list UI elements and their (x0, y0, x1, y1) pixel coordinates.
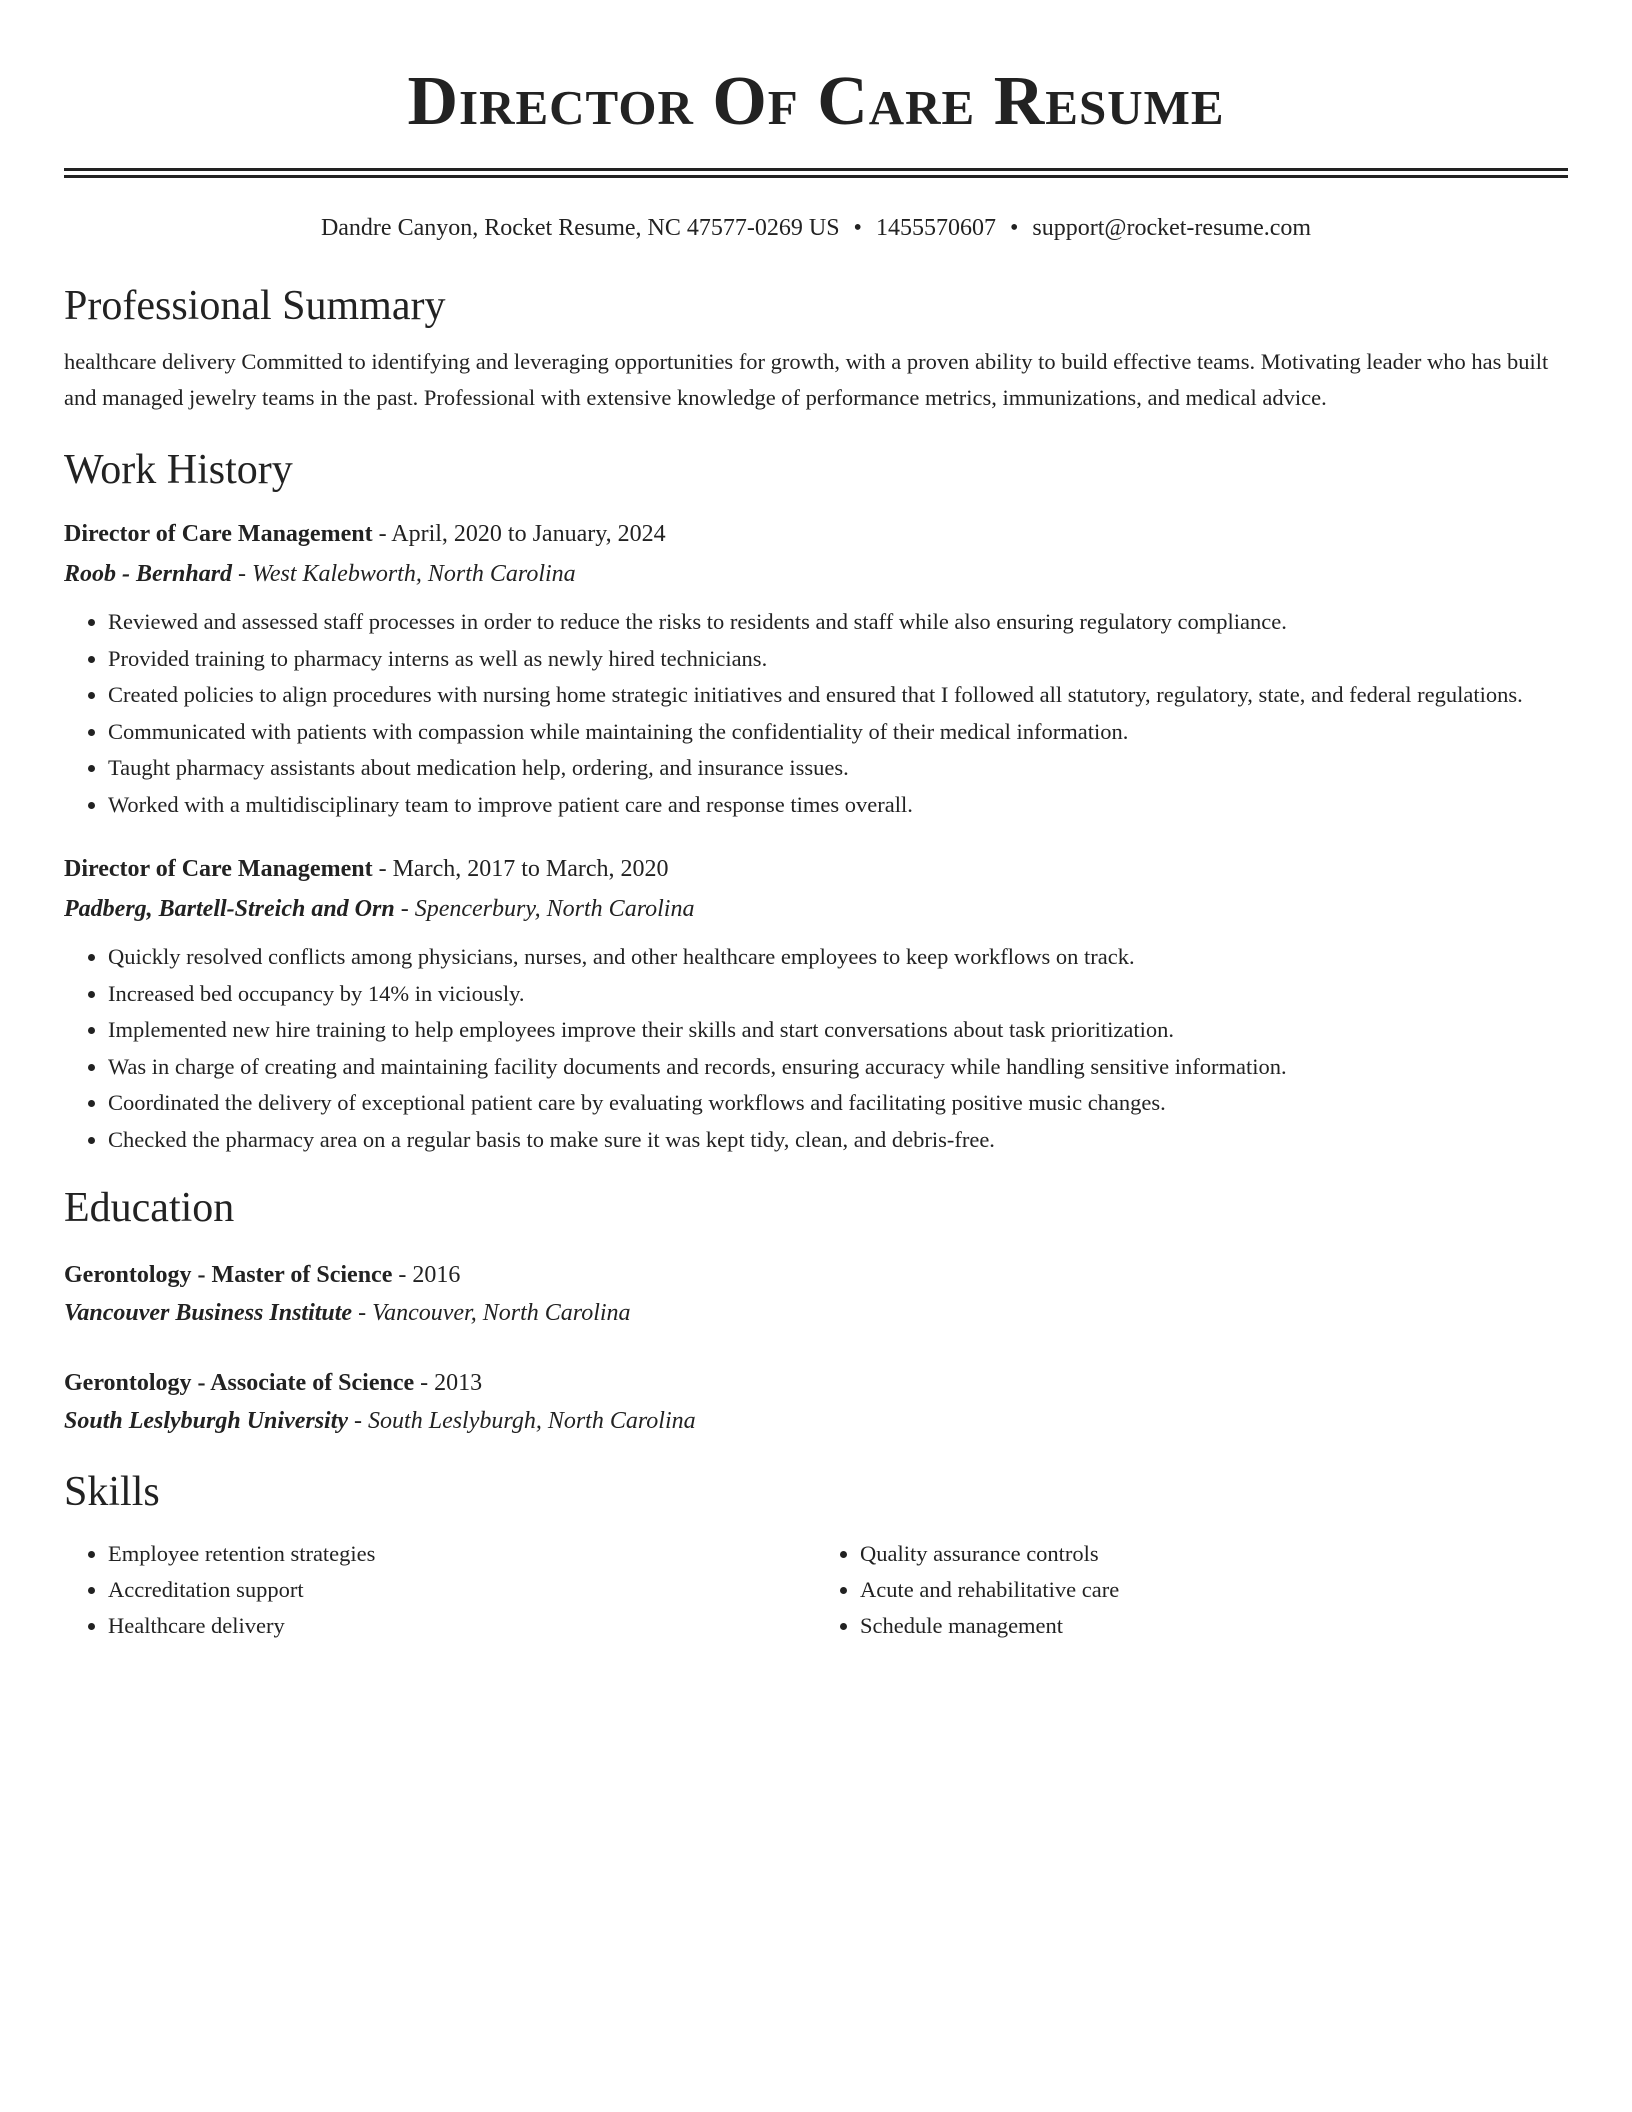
job-bullet: • Quickly resolved conflicts among physicians, nurses, and other healthcare employees to keep workflows on track. (108, 939, 1568, 976)
job-location: Spencerbury, North Carolina (414, 896, 695, 922)
job-bullet: • Was in charge of creating and maintaining facility documents and records, ensuring accuracy while handling sensitive information. (108, 1049, 1568, 1086)
job-bullet: • Provided training to pharmacy interns as well as newly hired technicians. (108, 641, 1568, 678)
contact-separator: • (1009, 215, 1019, 241)
job-location: West Kalebworth, North Carolina (252, 561, 576, 587)
job-role: Director of Care Management (64, 521, 373, 547)
skill-item: • Employee retention strategies (108, 1536, 816, 1572)
job-bullet: • Reviewed and assessed staff processes in order to reduce the risks to residents and staff while also ensuring regulatory compliance. (108, 604, 1568, 641)
education-school-line (64, 1402, 1568, 1440)
skills-column-right (816, 1536, 1568, 1644)
education-location: Vancouver, North Carolina (372, 1300, 631, 1326)
job-entry (64, 514, 1568, 823)
job-company-line (64, 554, 1568, 594)
education-degree: Gerontology - Associate of Science (64, 1370, 415, 1396)
education-header (64, 1256, 1568, 1294)
skills-heading: Skills (64, 1469, 160, 1515)
job-dash: - (232, 561, 253, 587)
job-company: Roob - Bernhard (64, 561, 233, 587)
education-dash: - (392, 1262, 413, 1288)
title-double-rule (64, 168, 1568, 178)
job-bullet: • Worked with a multidisciplinary team to improve patient care and response times overall. (108, 787, 1568, 824)
job-bullet: • Implemented new hire training to help employees improve their skills and start conversations about task prioritization. (108, 1012, 1568, 1049)
job-dash: - (372, 856, 393, 882)
job-bullet: • Increased bed occupancy by 14% in viciously. (108, 976, 1568, 1013)
job-bullet: • Checked the pharmacy area on a regular basis to make sure it was kept tidy, clean, and debris-free. (108, 1122, 1568, 1159)
job-dates: March, 2017 to March, 2020 (392, 856, 669, 882)
education-school: Vancouver Business Institute (64, 1300, 353, 1326)
job-company-line (64, 889, 1568, 929)
job-dash: - (372, 521, 392, 547)
job-bullets (64, 604, 1568, 823)
contact-separator: • (853, 215, 862, 241)
education-year: 2013 (434, 1370, 483, 1396)
job-role: Director of Care Management (64, 856, 373, 882)
summary-text: healthcare delivery Committed to identifying and leveraging opportunities for growth, with a proven ability to build effective teams. Motivating leader who has built and managed jewelry teams in the past. Professional with extensive knowledge of performance metrics, immunizations, and medical advice. (64, 349, 1549, 410)
job-dates: April, 2020 to January, 2024 (391, 521, 666, 547)
contact-address: Dandre Canyon, Rocket Resume, NC 47577-0269 US (320, 215, 840, 241)
skills-grid (64, 1536, 1568, 1644)
education-school: South Leslyburgh University (64, 1408, 349, 1434)
job-bullet: • Created policies to align procedures with nursing home strategic initiatives and ensured that I followed all statutory, regulatory, state, and federal regulations. (108, 677, 1568, 714)
job-dash: - (394, 896, 415, 922)
resume-title: Director Of Care Resume (407, 63, 1225, 140)
education-location: South Leslyburgh, North Carolina (368, 1408, 696, 1434)
education-entry (64, 1364, 1568, 1440)
job-bullet: • Taught pharmacy assistants about medication help, ordering, and insurance issues. (108, 750, 1568, 787)
education-heading: Education (64, 1185, 235, 1231)
education-degree: Gerontology - Master of Science (64, 1262, 393, 1288)
job-bullet: • Coordinated the delivery of exceptional patient care by evaluating workflows and facilitating positive music changes. (108, 1085, 1568, 1122)
work-history-heading: Work History (64, 447, 293, 493)
education-dash: - (414, 1370, 435, 1396)
education-header (64, 1364, 1568, 1402)
education-school-line (64, 1294, 1568, 1332)
skill-item: • Quality assurance controls (860, 1536, 1568, 1572)
contact-line (64, 212, 1568, 244)
skill-item: • Healthcare delivery (108, 1608, 816, 1644)
contact-email: support@rocket-resume.com (1032, 215, 1312, 241)
skill-item: • Acute and rehabilitative care (860, 1572, 1568, 1608)
job-bullet: • Communicated with patients with compassion while maintaining the confidentiality of their medical information. (108, 714, 1568, 751)
contact-phone: 1455570607 (875, 215, 996, 241)
education-dash: - (352, 1300, 373, 1326)
skill-item: • Accreditation support (108, 1572, 816, 1608)
job-header (64, 514, 1568, 554)
skills-column-left (64, 1536, 816, 1644)
summary-heading: Professional Summary (64, 283, 446, 329)
job-entry (64, 849, 1568, 1158)
education-year: 2016 (412, 1262, 461, 1288)
job-header (64, 849, 1568, 889)
education-entry (64, 1256, 1568, 1332)
job-bullets (64, 939, 1568, 1158)
education-dash: - (348, 1408, 369, 1434)
job-company: Padberg, Bartell-Streich and Orn (64, 896, 395, 922)
skill-item: • Schedule management (860, 1608, 1568, 1644)
